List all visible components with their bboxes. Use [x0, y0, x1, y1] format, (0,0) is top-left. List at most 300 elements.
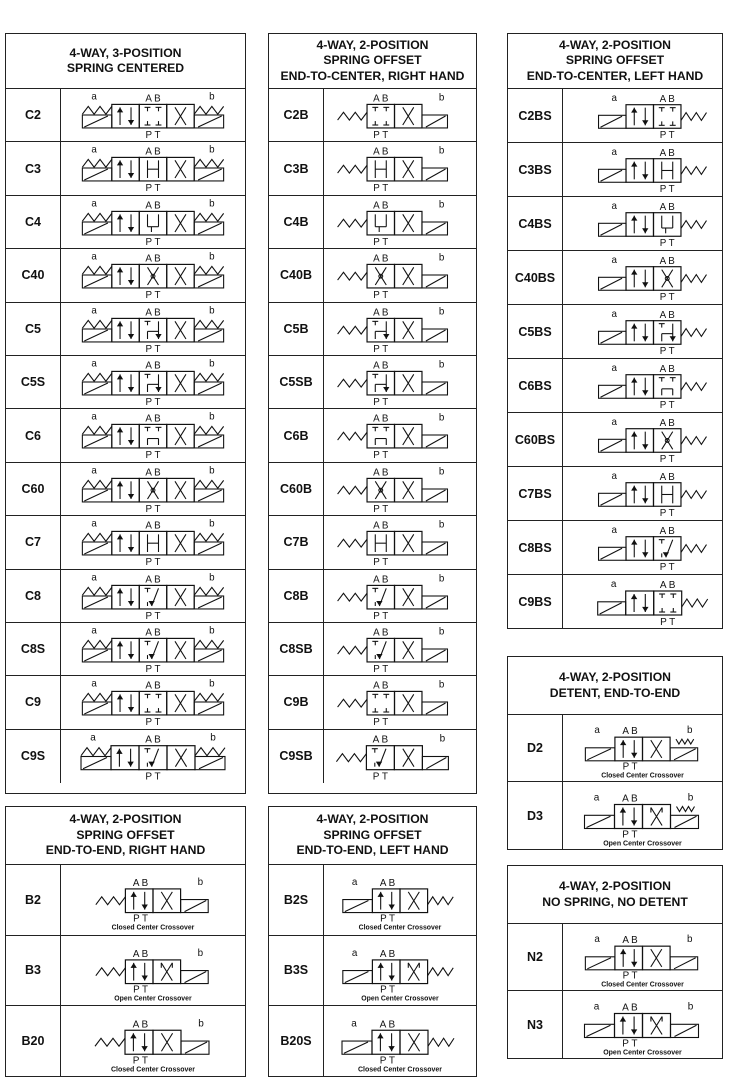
valve-row: [508, 715, 722, 782]
port-label-pt: P T: [659, 400, 675, 412]
valve-code: C60BS: [508, 413, 563, 466]
port-label-ab: A B: [659, 309, 675, 321]
arrow-head: [376, 761, 382, 766]
valve-symbol: [61, 936, 245, 1006]
arrow-head: [148, 654, 154, 659]
valve-envelope: [367, 692, 394, 716]
valve-envelope: [125, 889, 153, 913]
valve-envelope: [654, 591, 682, 615]
arrow-head: [141, 1046, 147, 1051]
solenoid-icon: [674, 958, 696, 969]
solenoid-icon: [587, 749, 611, 760]
spring-icon: [681, 491, 707, 499]
actuator-label-b: b: [687, 792, 694, 804]
valve-envelope: [372, 959, 400, 983]
port-label-pt: P T: [145, 129, 161, 141]
port-label-pt: P T: [373, 289, 389, 301]
arrow-head: [117, 374, 123, 379]
valve-code: C6: [6, 409, 61, 461]
port-label-ab: A B: [622, 935, 638, 947]
port-label-pt: P T: [373, 610, 389, 622]
actuator-label-b: b: [438, 626, 445, 638]
valve-symbol: [563, 413, 722, 466]
panel-title-line: NO SPRING, NO DETENT: [542, 894, 688, 909]
valve-envelope: [626, 537, 653, 561]
actuator-label-a: a: [351, 947, 358, 959]
spring-icon: [428, 1038, 454, 1046]
solenoid-icon: [198, 223, 222, 234]
arrow-head: [663, 552, 669, 557]
valve-envelope: [626, 429, 653, 453]
valve-envelope: [139, 371, 166, 395]
valve-code: C8S: [6, 623, 61, 675]
arrow-head: [642, 390, 648, 395]
actuator-label-b: b: [197, 947, 204, 959]
valve-row: [508, 782, 722, 849]
valve-envelope: [626, 267, 653, 291]
solenoid-icon: [675, 816, 697, 827]
arrow-head: [631, 1029, 637, 1034]
valve-code: C8SB: [269, 623, 324, 675]
valve-symbol-svg: [563, 89, 722, 142]
port-label-pt: P T: [380, 913, 396, 925]
panel-spring-centered: [5, 33, 246, 794]
actuator-label-a: a: [611, 254, 617, 266]
valve-symbol: [61, 196, 245, 248]
port-label-pt: P T: [373, 450, 389, 462]
valve-symbol-svg: [61, 623, 245, 675]
valve-envelope: [367, 211, 394, 235]
port-label-pt: P T: [145, 663, 161, 675]
valve-row: [6, 516, 245, 569]
port-label-ab: A B: [659, 93, 675, 105]
symbol-group: [338, 466, 448, 514]
valve-symbol-svg: [563, 467, 722, 520]
actuator-label-a: a: [91, 305, 97, 317]
solenoid-icon: [600, 278, 622, 289]
valve-symbol: [324, 463, 476, 515]
actuator-label-b: b: [438, 145, 445, 157]
spring-icon: [82, 320, 111, 328]
arrow-head: [116, 748, 122, 753]
actuator-label-b: b: [209, 572, 215, 584]
valve-envelope: [112, 371, 139, 395]
port-label-pt: P T: [133, 913, 149, 925]
port-label-pt: P T: [379, 1055, 396, 1067]
valve-symbol: [324, 623, 476, 675]
solenoid-icon: [426, 223, 446, 234]
valve-symbol: [563, 521, 722, 574]
symbol-group: [599, 93, 707, 141]
valve-symbol-svg: [61, 196, 245, 248]
spring-icon: [82, 533, 111, 541]
port-label-pt: P T: [622, 761, 638, 773]
panel-title-line: 4-WAY, 2-POSITION: [316, 812, 429, 827]
valve-code: C9SB: [269, 730, 324, 783]
valve-envelope: [615, 805, 643, 829]
arrow-head: [620, 740, 626, 745]
port-label-pt: P T: [145, 717, 161, 729]
actuator-label-b: b: [209, 305, 215, 317]
valve-symbol-svg: [563, 305, 722, 358]
port-label-pt: P T: [380, 983, 396, 995]
panel-title-line: END-TO-CENTER, LEFT HAND: [526, 68, 704, 83]
solenoid-icon: [675, 1025, 697, 1036]
valve-row: [6, 676, 245, 729]
actuator-label-b: b: [198, 1018, 204, 1030]
row-list: [6, 865, 245, 1077]
panel-title-line: 4-WAY, 2-POSITION: [559, 670, 671, 684]
valve-envelope: [112, 532, 139, 556]
panel-title-line: 4-WAY, 2-POSITION: [69, 812, 182, 827]
actuator-label-b: b: [209, 625, 215, 637]
solenoid-icon: [600, 386, 622, 397]
arrow-head: [117, 641, 123, 646]
valve-symbol-svg: [324, 89, 476, 141]
arrow-head: [631, 216, 637, 221]
solenoid-icon: [84, 116, 108, 127]
symbol-group: [599, 309, 707, 357]
panel-header: [508, 657, 722, 715]
valve-code: C3B: [269, 142, 324, 194]
valve-row: [269, 676, 476, 729]
valve-symbol-svg: [324, 730, 476, 783]
port-label-ab: A B: [145, 467, 161, 479]
valve-symbol-svg: [61, 570, 245, 622]
valve-symbol-svg: [324, 303, 476, 355]
arrow-head: [378, 962, 384, 967]
solenoid-icon: [198, 703, 222, 714]
row-list: [269, 89, 476, 783]
valve-symbol-svg: [61, 463, 245, 515]
symbol-group: [599, 147, 707, 195]
arrow-head: [377, 1033, 383, 1038]
port-label-ab: A B: [659, 471, 675, 483]
valve-code: C5: [6, 303, 61, 355]
valve-code: B20S: [269, 1006, 324, 1077]
solenoid-icon: [198, 276, 222, 287]
arrow-head: [155, 334, 161, 339]
valve-symbol: [563, 782, 722, 849]
port-label-pt: P T: [372, 771, 388, 783]
valve-code: C60: [6, 463, 61, 515]
valve-envelope: [653, 105, 680, 129]
panel-title-line: END-TO-END, RIGHT HAND: [45, 843, 206, 858]
arrow-head: [117, 481, 123, 486]
actuator-label-b: b: [438, 679, 445, 691]
valve-envelope: [626, 213, 653, 237]
solenoid-icon: [674, 749, 696, 760]
panel-header: [508, 866, 722, 924]
symbol-group: [82, 465, 223, 514]
valve-envelope: [112, 104, 139, 128]
valve-symbol: [324, 249, 476, 301]
panel-title-line: SPRING OFFSET: [323, 827, 422, 842]
port-label-ab: A B: [622, 726, 638, 738]
actuator-label-a: a: [91, 572, 97, 584]
valve-code: C40: [6, 249, 61, 301]
valve-envelope: [112, 638, 139, 662]
valve-row: [6, 865, 245, 936]
port-label-pt: P T: [373, 717, 389, 729]
port-label-ab: A B: [373, 360, 389, 372]
actuator-label-b: b: [209, 465, 215, 477]
spring-icon: [82, 373, 111, 381]
valve-row: [269, 623, 476, 676]
symbol-group: [338, 92, 448, 140]
valve-envelope: [372, 1030, 400, 1054]
panel-title-line: SPRING OFFSET: [76, 827, 175, 842]
valve-symbol: [324, 936, 476, 1006]
solenoid-icon: [84, 276, 108, 287]
valve-row: [508, 413, 722, 467]
valve-symbol-svg: [61, 89, 245, 141]
valve-envelope: [367, 318, 394, 342]
actuator-label-a: a: [351, 876, 358, 888]
valve-code: C3: [6, 142, 61, 194]
solenoid-icon: [600, 224, 622, 235]
symbol-group: [338, 253, 448, 301]
valve-symbol: [61, 865, 245, 935]
symbol-group: [343, 947, 453, 1001]
valve-row: [269, 249, 476, 302]
valve-symbol-svg: [61, 356, 245, 408]
valve-code: C9B: [269, 676, 324, 728]
valve-symbol-svg: [61, 303, 245, 355]
valve-symbol-svg: [61, 865, 245, 935]
port-label-pt: P T: [133, 983, 149, 995]
solenoid-icon: [426, 543, 446, 554]
valve-envelope: [139, 692, 166, 716]
row-list: [508, 89, 722, 629]
port-label-pt: P T: [145, 450, 161, 462]
port-label-pt: P T: [373, 236, 389, 248]
actuator-label-b: b: [439, 733, 446, 745]
spring-icon: [681, 545, 707, 553]
solenoid-icon: [600, 116, 622, 127]
solenoid-icon: [600, 494, 622, 505]
spring-icon: [82, 587, 111, 595]
solenoid-icon: [198, 330, 222, 341]
solenoid-icon: [198, 169, 222, 180]
valve-row: [269, 730, 476, 783]
valve-code: B2S: [269, 865, 324, 935]
actuator-label-a: a: [593, 792, 600, 804]
arrow-head: [128, 654, 134, 659]
row-list: [508, 715, 722, 849]
spring-icon: [82, 106, 111, 114]
spring-icon: [336, 753, 366, 761]
actuator-label-b: b: [438, 572, 445, 584]
panel-header: [6, 807, 245, 865]
valve-symbol-svg: [324, 409, 476, 461]
valve-symbol-svg: [563, 521, 722, 574]
valve-symbol: [61, 623, 245, 675]
actuator-label-b: b: [438, 412, 445, 424]
valve-symbol-svg: [563, 359, 722, 412]
valve-row: [6, 142, 245, 195]
valve-symbol: [563, 143, 722, 196]
valve-row: [269, 142, 476, 195]
valve-code: C6B: [269, 409, 324, 461]
spring-icon: [428, 897, 454, 905]
valve-symbol: [324, 89, 476, 141]
spring-icon: [194, 373, 223, 381]
panel-header: [6, 34, 245, 89]
caption-text: Closed Center Crossover: [110, 1066, 196, 1074]
solenoid-icon: [426, 650, 446, 661]
port-label-ab: A B: [659, 363, 675, 375]
actuator-label-b: b: [438, 519, 445, 531]
solenoid-icon: [198, 543, 222, 554]
port-label-ab: A B: [145, 360, 161, 372]
port-label-pt: P T: [145, 771, 161, 783]
solenoid-icon: [600, 170, 622, 181]
arrow-head: [142, 905, 148, 910]
solenoid-icon: [84, 169, 108, 180]
solenoid-icon: [587, 816, 611, 827]
valve-row: [6, 356, 245, 409]
valve-symbol: [61, 409, 245, 461]
valve-row: [269, 409, 476, 462]
actuator-label-b: b: [209, 251, 215, 263]
valve-row: [6, 409, 245, 462]
spring-icon: [95, 1038, 125, 1046]
valve-code: C2B: [269, 89, 324, 141]
port-label-ab: A B: [145, 627, 161, 639]
actuator-label-a: a: [611, 146, 617, 158]
valve-code: C9: [6, 676, 61, 728]
valve-row: [6, 463, 245, 516]
spring-icon: [194, 160, 223, 168]
valve-symbol: [324, 196, 476, 248]
spring-icon: [338, 379, 367, 387]
valve-code: N2: [508, 924, 563, 990]
actuator-label-a: a: [611, 92, 617, 104]
actuator-label-a: a: [91, 678, 97, 690]
arrow-head: [148, 600, 154, 605]
valve-symbol-svg: [61, 936, 245, 1006]
valve-envelope: [139, 745, 167, 769]
solenoid-icon: [600, 440, 622, 451]
valve-symbol: [324, 676, 476, 728]
actuator-label-b: b: [438, 252, 445, 264]
valve-envelope: [615, 1014, 643, 1038]
valve-symbol: [324, 1006, 476, 1077]
valve-envelope: [615, 946, 643, 970]
arrow-head: [631, 378, 637, 383]
panel-header: [269, 807, 476, 865]
caption-text: Open Center Crossover: [603, 840, 682, 848]
actuator-label-b: b: [438, 306, 445, 318]
port-label-ab: A B: [373, 573, 389, 585]
valve-envelope: [139, 425, 166, 449]
valve-symbol: [324, 409, 476, 461]
valve-envelope: [366, 745, 394, 769]
actuator-label-a: a: [611, 200, 617, 212]
valve-symbol-svg: [61, 1006, 245, 1077]
port-label-pt: P T: [622, 1038, 638, 1050]
valve-envelope: [112, 425, 139, 449]
arrow-head: [631, 540, 637, 545]
arrow-head: [117, 107, 123, 112]
panel-title-line: SPRING OFFSET: [323, 53, 422, 68]
arrow-head: [642, 607, 648, 612]
solenoid-icon: [198, 383, 222, 394]
solenoid-icon: [198, 650, 222, 661]
symbol-group: [82, 572, 223, 621]
arrow-head: [128, 600, 134, 605]
solenoid-icon: [84, 330, 108, 341]
solenoid-icon: [198, 116, 222, 127]
port-label-ab: A B: [373, 627, 389, 639]
symbol-group: [82, 252, 223, 301]
port-label-ab: A B: [145, 680, 161, 692]
symbol-group: [585, 934, 697, 988]
port-label-ab: A B: [373, 680, 389, 692]
solenoid-icon: [426, 383, 446, 394]
valve-row: [269, 463, 476, 516]
symbol-group: [82, 358, 223, 407]
valve-row: [6, 303, 245, 356]
spring-icon: [338, 219, 367, 227]
symbol-group: [342, 1018, 454, 1073]
actuator-label-b: b: [209, 358, 215, 370]
spring-icon: [194, 320, 223, 328]
solenoid-icon: [426, 169, 446, 180]
solenoid-icon: [83, 757, 107, 768]
solenoid-icon: [84, 543, 108, 554]
port-label-pt: P T: [659, 238, 675, 250]
arrow-head: [631, 962, 637, 967]
arrow-head: [631, 324, 637, 329]
valve-row: [269, 865, 476, 936]
valve-symbol: [563, 89, 722, 142]
solenoid-icon: [185, 901, 207, 912]
port-label-pt: P T: [659, 562, 675, 574]
actuator-label-b: b: [209, 411, 215, 423]
solenoid-icon: [426, 276, 446, 287]
caption-text: Closed Center Crossover: [357, 1066, 443, 1074]
valve-code: C5SB: [269, 356, 324, 408]
spring-icon: [194, 213, 223, 221]
solenoid-icon: [426, 703, 446, 714]
panel-detent: [507, 656, 723, 850]
symbol-group: [343, 877, 453, 931]
valve-envelope: [139, 104, 166, 128]
spring-icon: [194, 533, 223, 541]
spring-icon: [428, 967, 454, 975]
port-label-pt: P T: [145, 343, 161, 355]
arrow-head: [642, 552, 648, 557]
arrow-head: [142, 975, 148, 980]
spring-icon: [194, 587, 223, 595]
spring-icon: [82, 213, 111, 221]
solenoid-icon: [185, 1042, 207, 1053]
spring-icon: [81, 747, 111, 755]
valve-symbol: [324, 570, 476, 622]
valve-row: [6, 570, 245, 623]
arrow-head: [128, 440, 134, 445]
spring-icon: [338, 112, 367, 120]
valve-symbol: [563, 197, 722, 250]
valve-symbol-svg: [324, 623, 476, 675]
spring-icon: [338, 646, 367, 654]
valve-envelope: [626, 375, 653, 399]
symbol-group: [82, 145, 223, 194]
valve-row: [508, 575, 722, 629]
valve-symbol: [563, 924, 722, 990]
